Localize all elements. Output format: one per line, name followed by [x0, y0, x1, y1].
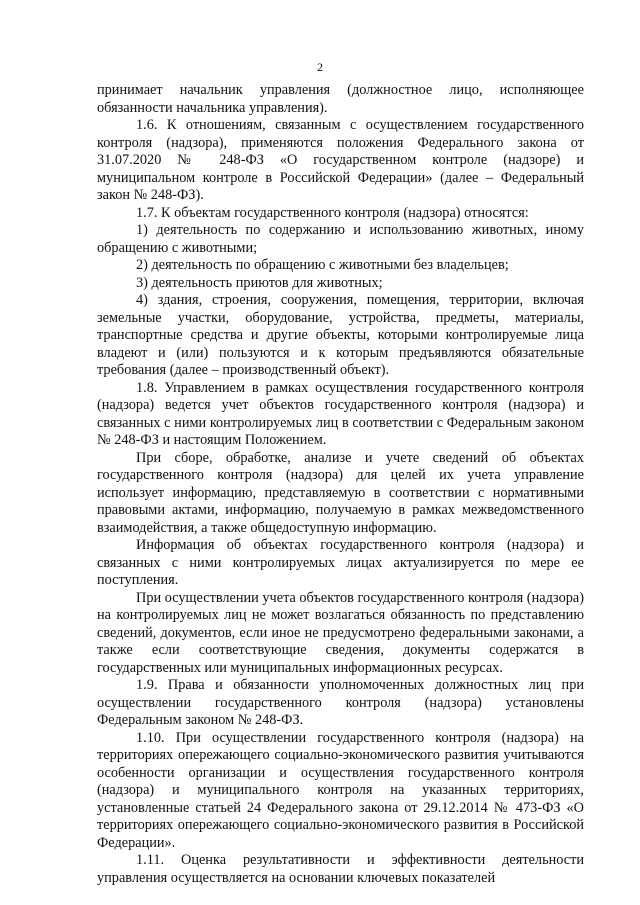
- document-body: [97, 82, 584, 887]
- paragraph-1-7: 1.7. К объектам государственного контроля (надзора) относятся:: [136, 204, 529, 221]
- page-number: 2: [317, 60, 323, 74]
- list-item-1: 1) деятельность по содержанию и использованию животных, иному обращению с животными;: [97, 222, 584, 256]
- paragraph-info-update: Информация об объектах государственного контроля (надзора) и связанных с ними контролируемых лицах актуализируется по мере ее поступления.: [97, 537, 584, 588]
- list-item-2: 2) деятельность по обращению с животными без владельцев;: [136, 257, 509, 273]
- paragraph-data-collection: При сборе, обработке, анализе и учете сведений об объектах государственного контроля (надзора) для целей их учета управление использует информацию, представляемую в соответствии с нормативными правовыми актами, информацию, получаемую в рамках межведомственного взаимодействия, а также общедоступную информацию.: [97, 449, 584, 536]
- paragraph-1-6: 1.6. К отношениям, связанным с осуществлением государственного контроля (надзора), применяются положения Федерального закона от 31.07.2020 № 248-ФЗ «О государственном контроле (надзоре) и муниципальном контроле в Российской Федерации» (далее – Федеральный закон № 248-ФЗ).: [97, 117, 584, 203]
- paragraph-1-10: 1.10. При осуществлении государственного контроля (надзора) на территориях опережающего социально-экономического развития учитываются особенности организации и осуществления государственного контроля (надзора) и муниципального контроля на указанных территориях, установленные статьей 24 Федерального закона от 29.12.2014 № 473-ФЗ «О территориях опережающего социально-экономического развития в Российской Федерации».: [97, 729, 584, 851]
- paragraph-continuation: принимает начальник управления (должностное лицо, исполняющее обязанности начальника управления).: [97, 82, 584, 116]
- paragraph-1-11: 1.11. Оценка результативности и эффективности деятельности управления осуществляется на основании ключевых показателей: [97, 852, 584, 886]
- paragraph-1-8: 1.8. Управлением в рамках осуществления государственного контроля (надзора) ведется учет объектов государственного контроля (надзора) и связанных с ними контролируемых лиц в соответствии с Федеральным законом № 248-ФЗ и настоящим Положением.: [97, 379, 584, 448]
- paragraph-accounting-obligations: При осуществлении учета объектов государственного контроля (надзора) на контролируемых лиц не может возлагаться обязанность по представлению сведений, документов, если иное не предусмотрено федеральными законами, а также если соответствующие сведения, документы содержатся в государственных или муниципальных информационных ресурсах.: [97, 589, 584, 676]
- list-item-4: 4) здания, строения, сооружения, помещения, территории, включая земельные участки, оборудование, устройства, предметы, материалы, транспортные средства и другие объекты, которыми контролируемые лица владеют и (или) пользуются и к которым предъявляются обязательные требования (далее – производственный объект).: [97, 292, 584, 378]
- paragraph-1-9: 1.9. Права и обязанности уполномоченных должностных лиц при осуществлении государственного контроля (надзора) установлены Федеральным законом № 248-ФЗ.: [97, 677, 584, 728]
- list-item-3: 3) деятельность приютов для животных;: [136, 274, 383, 291]
